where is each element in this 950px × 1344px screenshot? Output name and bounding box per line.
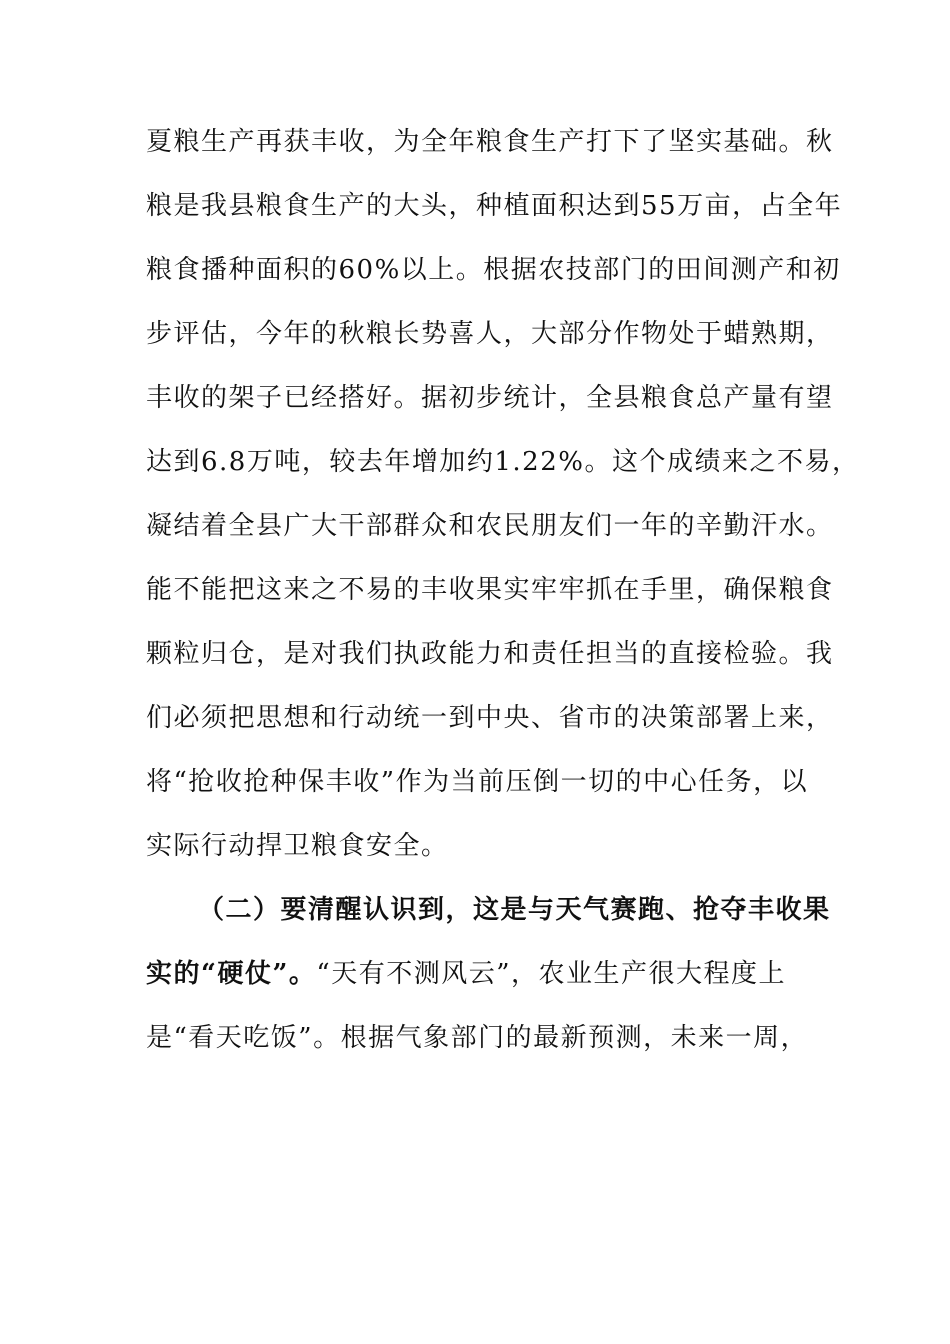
paragraph-line: 将“抢收抢种保丰收”作为当前压倒一切的中心任务，以: [146, 767, 809, 797]
paragraph-text: “天有不测风云”，农业生产很大程度上: [316, 959, 787, 989]
paragraph-line: [146, 942, 806, 1006]
section-heading-line: （二）要清醒认识到，这是与天气赛跑、抢夺丰收果: [198, 895, 831, 925]
paragraph-1: [146, 110, 860, 878]
paragraph-line: 颗粒归仓，是对我们执政能力和责任担当的直接检验。我: [146, 639, 834, 669]
paragraph-line: 粮食播种面积的60%以上。根据农技部门的田间测产和初: [146, 255, 841, 285]
paragraph-line: 凝结着全县广大干部群众和农民朋友们一年的辛勤汗水。: [146, 511, 834, 541]
body-text: [146, 110, 860, 1070]
paragraph-line: 夏粮生产再获丰收，为全年粮食生产打下了坚实基础。秋: [146, 127, 834, 157]
paragraph-line: 实际行动捍卫粮食安全。: [146, 831, 449, 861]
section-heading-tail: 实的“硬仗”。: [146, 959, 317, 989]
paragraph-line: 达到6.8万吨，较去年增加约1.22%。这个成绩来之不易，: [146, 447, 860, 477]
paragraph-line: 粮是我县粮食生产的大头，种植面积达到55万亩，占全年: [146, 191, 843, 221]
paragraph-line: 步评估，今年的秋粮长势喜人，大部分作物处于蜡熟期，: [146, 319, 834, 349]
paragraph-line: 是“看天吃饭”。根据气象部门的最新预测，未来一周，: [146, 1023, 809, 1053]
paragraph-line: 丰收的架子已经搭好。据初步统计，全县粮食总产量有望: [146, 383, 834, 413]
paragraph-2: [146, 878, 831, 1070]
paragraph-line: 们必须把思想和行动统一到中央、省市的决策部署上来，: [146, 703, 834, 733]
paragraph-line: 能不能把这来之不易的丰收果实牢牢抓在手里，确保粮食: [146, 575, 834, 605]
